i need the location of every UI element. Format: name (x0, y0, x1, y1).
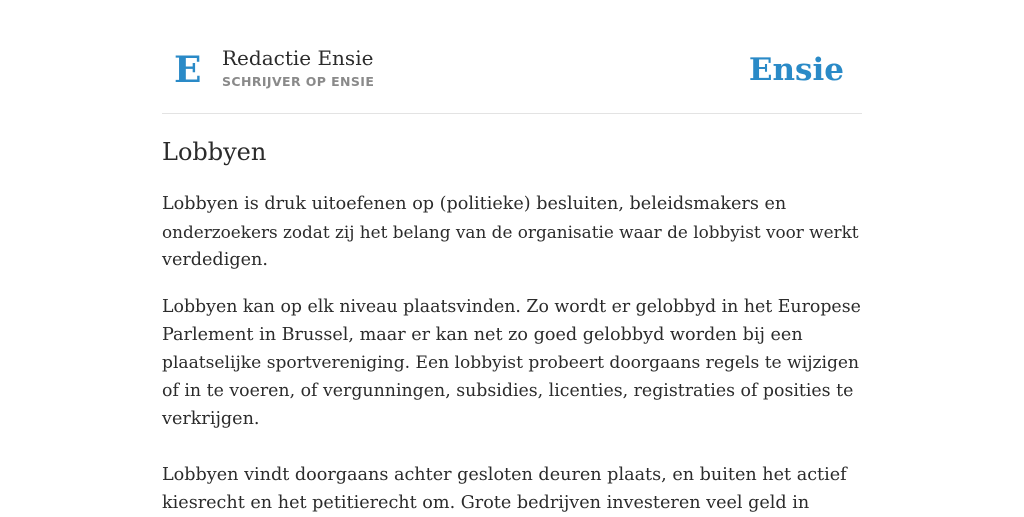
paragraph-line: Lobbyen kan op elk niveau plaatsvinden. Zo wordt er gelobbyd in het Europese (162, 297, 861, 317)
paragraph-line: verdedigen. (162, 250, 268, 270)
paragraph-line: onderzoekers zodat zij het belang van de organisatie waar de lobbyist voor werkt (162, 222, 859, 242)
paragraph-line: plaatselijke sportvereniging. Een lobbyist probeert doorgaans regels te wijzigen (162, 353, 860, 373)
author-logo[interactable]: E (174, 49, 202, 91)
paragraph-line: kiesrecht en het petitierecht om. Grote bedrijven investeren veel geld in (162, 493, 810, 513)
article-title: Lobbyen (162, 138, 267, 166)
paragraph-line: of in te voeren, of vergunningen, subsidies, licenties, registraties of posities te (162, 381, 854, 401)
paragraph-line: verkrijgen. (162, 409, 260, 429)
paragraph-line: Lobbyen is druk uitoefenen op (politieke) besluiten, beleidsmakers en (162, 194, 787, 214)
article-paragraph (162, 293, 862, 433)
author-role: SCHRIJVER OP ENSIE (222, 74, 375, 89)
paragraph-line: Lobbyen vindt doorgaans achter gesloten deuren plaats, en buiten het actief (162, 465, 847, 485)
brand-logo[interactable]: Ensie (748, 52, 844, 88)
article-paragraph (162, 461, 862, 517)
author-name[interactable]: Redactie Ensie (222, 46, 374, 70)
article-header (162, 0, 862, 114)
article-card (162, 0, 862, 513)
paragraph-line: Parlement in Brussel, maar er kan net zo goed gelobbyd worden bij een (162, 325, 803, 345)
article-paragraph (162, 190, 862, 274)
